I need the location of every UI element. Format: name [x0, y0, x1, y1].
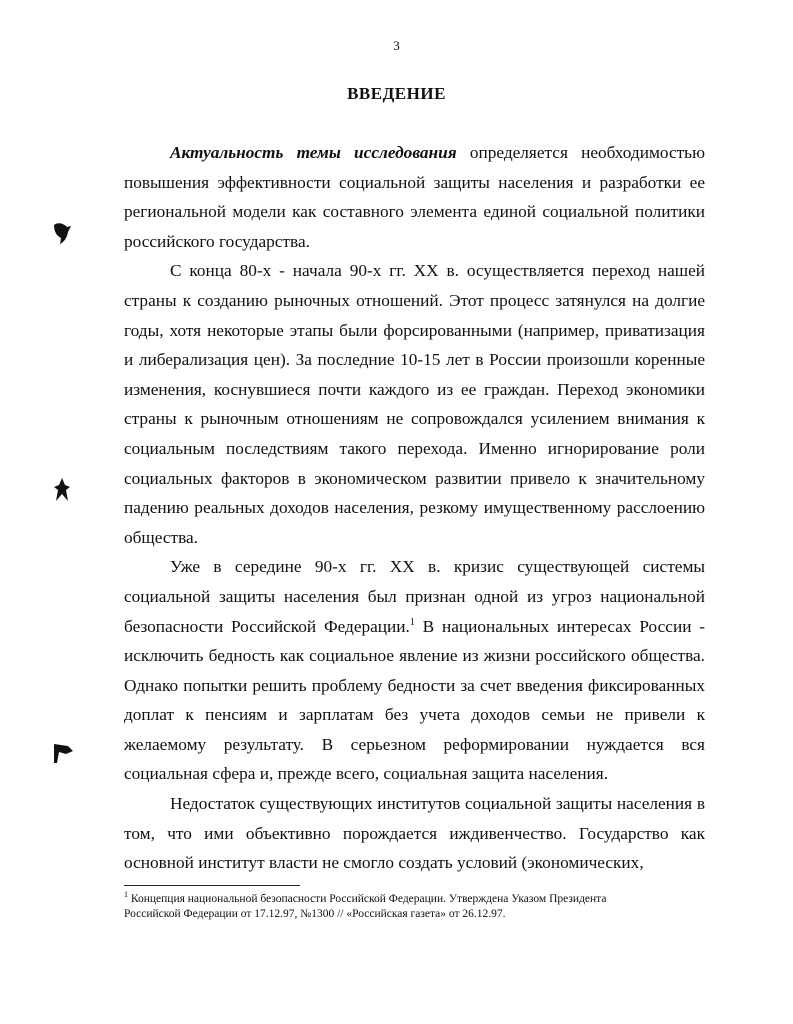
footnote: [124, 892, 684, 922]
paragraph-text: С конца 80-х - начала 90-х гг. XX в. осуществляется переход нашей страны к созданию рыночных отношений. Этот процесс затянулся на долгие годы, хотя некоторые этапы были форсированными (например, приватизация и либерализация цен). За последние 10-15 лет в России произошли коренные изменения, коснувшиеся почти каждого из ее граждан. Переход экономики страны к рыночным отношениям не сопровождался усилением внимания к социальным последствиям такого перехода. Именно игнорирование роли социальных факторов в экономическом развитии привело к значительному падению реальных доходов населения, резкому имущественному расслоению общества.: [124, 261, 705, 547]
footnote-marker: 1: [124, 890, 128, 900]
margin-mark-icon: [52, 477, 72, 503]
paragraph-text: В национальных интересах России - исключить бедность как социальное явление из жизни российского общества. Однако попытки решить проблему бедности за счет введения фиксированных доплат к пенсиям и зарплатам без учета доходов семьи не привели к желаемому результату. В серьезном реформировании нуждается вся социальная сфера и, прежде всего, социальная защита населения.: [124, 616, 705, 784]
paragraph-text: определяется необходимостью повышения эффективности социальной защиты населения и разработки ее региональной модели как составного элемента единой социальной политики российского государства.: [124, 143, 705, 251]
key-term: Актуальность темы исследования: [170, 143, 457, 162]
paragraph-text: Уже в середине 90-х гг. XX в. кризис существующей системы социальной защиты населения был признан одной из угроз национальной безопасности Российской Федерации.: [124, 557, 705, 636]
paragraph-transition: [124, 256, 705, 552]
footnote-line: Российской Федерации от 17.12.97, №1300 // «Российская газета» от 26.12.97.: [124, 908, 506, 920]
body-text: [124, 138, 705, 878]
paragraph-text: Недостаток существующих институтов социальной защиты населения в том, что ими объективно порождается иждивенчество. Государство как основной институт власти не смогло создать условий (экономических,: [124, 794, 705, 873]
paragraph-relevance: [124, 138, 705, 256]
footnote-line: $^1$ Концепция национальной безопасности Российской Федерации. Утверждена Указом Президента: [124, 890, 607, 905]
page-number: 3: [393, 38, 400, 53]
footnote-divider: [124, 885, 300, 886]
paragraph-institutions: [124, 789, 705, 878]
margin-mark-icon: [52, 221, 72, 245]
footnote-reference[interactable]: 1: [409, 616, 415, 628]
paragraph-crisis: [124, 552, 705, 789]
page-title: ВВЕДЕНИЕ: [347, 84, 446, 103]
margin-mark-icon: [52, 742, 74, 764]
